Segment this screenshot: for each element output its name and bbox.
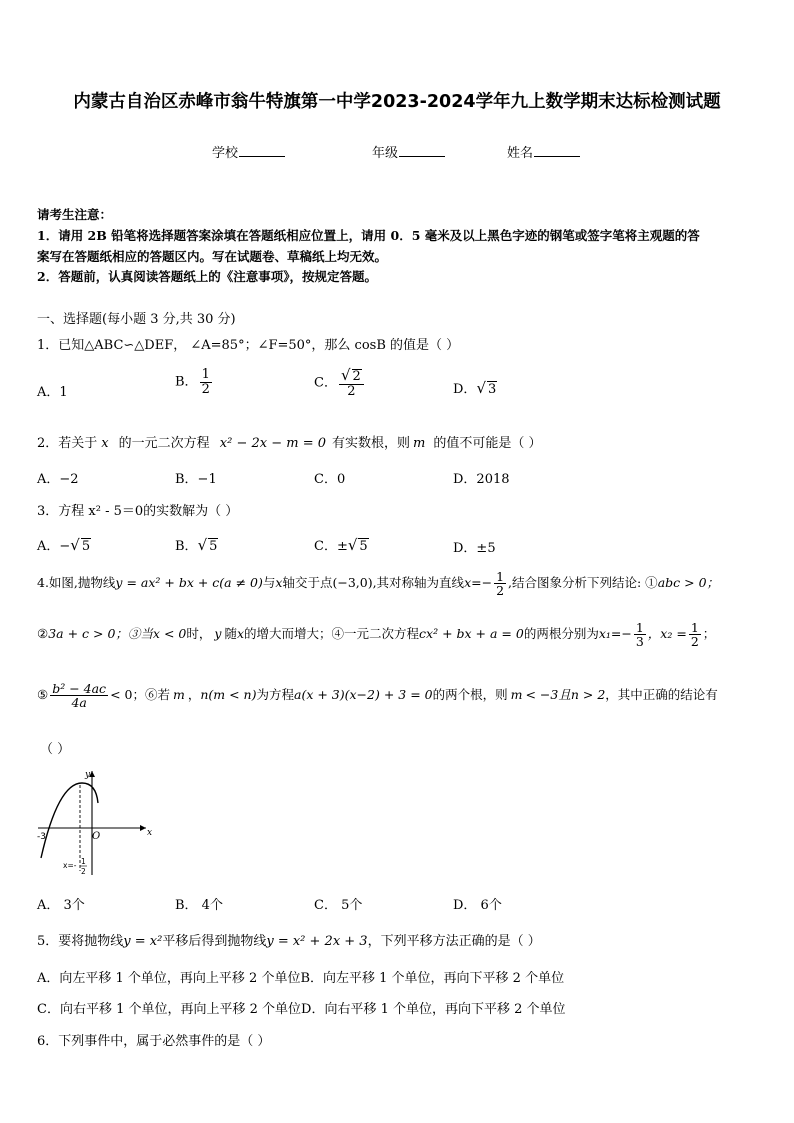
x-axis-arrow-icon bbox=[140, 825, 146, 831]
q1-option-c[interactable] bbox=[314, 368, 366, 398]
grade-blank[interactable] bbox=[399, 144, 445, 157]
q1-option-d[interactable] bbox=[453, 378, 497, 397]
q4-option-b[interactable]: B． 4个 bbox=[175, 898, 223, 913]
notice-line-2: 2．答题前，认真阅读答题纸上的《注意事项》，按规定答题。 bbox=[37, 269, 377, 284]
q4-line1-b: 与 bbox=[262, 575, 276, 591]
grade-label: 年级 bbox=[372, 146, 399, 161]
q4-line3-a: ⑤ bbox=[37, 687, 49, 703]
q4-line3-c: ， bbox=[187, 687, 201, 703]
q4-line1-a: 4.如图,抛物线 bbox=[37, 575, 116, 591]
q4-line3-den: 4a bbox=[71, 695, 87, 711]
symmetry-frac-den: 2 bbox=[81, 867, 86, 876]
q4-line2-d: 时， bbox=[186, 626, 212, 642]
q4-line-3: ⑤ $\frac{\text{b² − 4ac}}{4a}$ < 0；⑥若 m ，n(m < n)为方程a(x + 3)(x−2) + 3 = 0的两个根，则 m < −3且n > 2，其中正确的结论有 bbox=[37, 681, 718, 711]
q4-line3-num: b² − 4ac bbox=[52, 681, 107, 696]
q4-option-c[interactable]: C． 5个 bbox=[314, 898, 363, 913]
q4-answer-paren: （ ） bbox=[40, 742, 71, 757]
q4-line3-e: 为方程 bbox=[256, 687, 294, 703]
root-label: -3 bbox=[37, 832, 46, 842]
school-field[interactable] bbox=[212, 142, 285, 161]
q4-line1-frac-num: 1 bbox=[496, 569, 505, 584]
q3-option-d[interactable]: D．±5 bbox=[453, 541, 496, 556]
q4-line2-x2: ，x₂ = bbox=[647, 626, 687, 642]
q3-option-b[interactable] bbox=[175, 535, 218, 554]
q2-option-c[interactable]: C．0 bbox=[314, 472, 346, 487]
q4-line2-end: ； bbox=[702, 626, 716, 642]
q4-line3-f: 的两个根，则 bbox=[432, 687, 508, 703]
q5-options-ab[interactable]: A．向左平移 1 个单位，再向上平移 2 个单位B．向左平移 1 个单位，再向下平移 2 个单位 bbox=[37, 971, 565, 986]
q1-option-b[interactable] bbox=[175, 368, 214, 396]
q4-line3-b: < 0；⑥若 bbox=[110, 687, 170, 703]
q3-a-radicand: 5 bbox=[81, 539, 91, 554]
q4-line2-f2-den: 2 bbox=[690, 634, 699, 650]
parabola-graph bbox=[34, 763, 156, 878]
name-label: 姓名 bbox=[507, 146, 534, 161]
q4-option-a[interactable]: A． 3个 bbox=[37, 898, 85, 913]
q1-b-num: 1 bbox=[201, 367, 210, 382]
q1-c-fraction: $\frac{√ 2}{2}$ bbox=[339, 368, 364, 398]
q2-option-b[interactable]: B．−1 bbox=[175, 472, 217, 487]
q3-option-b-label: B． bbox=[175, 539, 198, 554]
q4-line-2: ②3a + c > 0；③当x < 0时， y 随x的增大而增大；④一元二次方程cx² + bx + a = 0的两根分别为x₁=− $\frac{1}{3}$ ，x₂ = $\frac{1}{2}$ ； bbox=[37, 620, 716, 650]
q4-line-1: 4.如图,抛物线y = ax² + bx + c(a ≠ 0)与x轴交于点(−3,0),其对称轴为直线x=− $\frac{1}{2}$ ,结合图象分析下列结论: ①abc > 0； bbox=[37, 569, 720, 599]
q3-option-c-label: C．± bbox=[314, 539, 348, 554]
school-label: 学校 bbox=[212, 146, 239, 161]
x-axis-label: x bbox=[147, 828, 153, 838]
q2-option-a[interactable]: A．−2 bbox=[37, 472, 79, 487]
page-title: 内蒙古自治区赤峰市翁牛特旗第一中学2023-2024学年九上数学期末达标检测试题 bbox=[73, 92, 721, 112]
q2-equation: x² − 2x − m = 0 bbox=[219, 436, 326, 451]
q5-eq1: y = x² bbox=[123, 934, 163, 949]
q2-stem-c: 有实数根，则 bbox=[332, 436, 411, 451]
q4-line1-f: abc > 0； bbox=[657, 575, 720, 591]
q3-option-a[interactable] bbox=[37, 535, 91, 554]
q4-line1-point: (−3,0) bbox=[332, 575, 373, 591]
q1-option-a[interactable]: A．1 bbox=[37, 385, 68, 400]
sqrt-icon: √ bbox=[347, 536, 358, 554]
q4-line2-f1-den: 3 bbox=[635, 634, 644, 650]
q5-stem bbox=[37, 930, 541, 949]
parabola-curve bbox=[41, 783, 101, 858]
sqrt-icon: √ bbox=[197, 536, 208, 554]
q3-option-a-label: A．− bbox=[37, 539, 71, 554]
q3-stem: 3．方程 x² - 5＝0的实数解为（ ） bbox=[37, 504, 239, 519]
q2-stem-d: 的值不可能是（ ） bbox=[433, 436, 542, 451]
q4-line3-h: n > 2 bbox=[570, 687, 606, 703]
q6-stem: 6．下列事件中，属于必然事件的是（ ） bbox=[37, 1034, 271, 1049]
q4-line2-f: 的增大而增大；④一元二次方程 bbox=[244, 626, 420, 642]
notice-line-1a: 1．请用 2B 铅笔将选择题答案涂填在答题纸相应位置上，请用 0．5 毫米及以上黑色字迹的钢笔或签字笔将主观题的答 bbox=[37, 228, 700, 243]
q3-c-radicand: 5 bbox=[359, 539, 368, 554]
q4-line3-eq: a(x + 3)(x−2) + 3 = 0 bbox=[294, 687, 433, 703]
q5-stem-b: 平移后得到抛物线 bbox=[162, 934, 267, 949]
section-heading: 一、选择题(每小题 3 分,共 30 分) bbox=[37, 312, 236, 327]
q1-option-b-label: B． bbox=[175, 374, 198, 390]
symmetry-frac-num: 1 bbox=[81, 857, 86, 866]
q4-line2-c: x < 0 bbox=[152, 626, 187, 642]
q4-line3-g: < −3且 bbox=[525, 687, 571, 703]
q4-line1-frac-den: 2 bbox=[496, 583, 505, 599]
q2-stem: 2．若关于 x 的一元二次方程 x² − 2x − m = 0 有实数根，则 m 的值不可能是（ ） bbox=[37, 436, 542, 451]
q4-line3-d: n(m < n) bbox=[200, 687, 257, 703]
q1-b-den: 2 bbox=[201, 381, 210, 397]
q3-option-c[interactable] bbox=[314, 535, 369, 554]
q4-line3-i: ，其中正确的结论有 bbox=[605, 687, 718, 703]
notice-line-1b: 案写在答题纸相应的答题区内。写在试题卷、草稿纸上均无效。 bbox=[37, 249, 388, 264]
q4-line2-g: cx² + bx + a = 0 bbox=[419, 626, 524, 642]
q1-c-den: 2 bbox=[347, 383, 356, 399]
notice-heading: 请考生注意： bbox=[37, 207, 113, 222]
name-blank[interactable] bbox=[534, 144, 580, 157]
q1-c-radicand: 2 bbox=[352, 369, 361, 384]
q1-b-fraction bbox=[200, 368, 212, 396]
q4-line2-b: 3a + c > 0；③当 bbox=[48, 626, 153, 642]
origin-label: O bbox=[92, 831, 101, 842]
q4-line2-f2-num: 1 bbox=[690, 620, 699, 635]
q4-line2-h: 的两根分别为 bbox=[523, 626, 599, 642]
q1-option-c-label: C． bbox=[314, 375, 337, 391]
q1-d-radicand: 3 bbox=[488, 382, 497, 397]
name-field[interactable] bbox=[507, 142, 580, 161]
q4-line2-a: ② bbox=[37, 626, 49, 642]
q5-options-cd[interactable]: C．向右平移 1 个单位，再向上平移 2 个单位D．向右平移 1 个单位，再向下平移 2 个单位 bbox=[37, 1002, 566, 1017]
q2-stem-b: 的一元二次方程 bbox=[118, 436, 210, 451]
q3-b-radicand: 5 bbox=[209, 539, 218, 554]
school-blank[interactable] bbox=[239, 144, 285, 157]
q2-option-d[interactable]: D．2018 bbox=[453, 472, 510, 487]
q4-line1-d: ,其对称轴为直线 bbox=[372, 575, 465, 591]
q5-stem-c: ，下列平移方法正确的是（ ） bbox=[367, 934, 541, 949]
q1-option-d-label: D． bbox=[453, 382, 477, 397]
grade-field[interactable] bbox=[372, 142, 445, 161]
q4-line2-f1-num: 1 bbox=[635, 620, 644, 635]
q4-line1-eq: y = ax² + bx + c(a ≠ 0) bbox=[115, 575, 263, 591]
sqrt-icon: √ bbox=[476, 379, 486, 397]
q5-stem-a: 5．要将抛物线 bbox=[37, 934, 124, 949]
q1-stem: 1．已知△ABC∽△DEF， ∠A=85°；∠F=50°，那么 cosB 的值是（ ） bbox=[37, 338, 460, 353]
q4-line2-x1: x₁=− bbox=[598, 626, 632, 642]
q4-line1-e: ,结合图象分析下列结论: ① bbox=[508, 575, 658, 591]
q4-line2-e: 随 bbox=[224, 626, 237, 642]
q2-stem-a: 2．若关于 bbox=[37, 436, 98, 451]
y-axis-label: y bbox=[85, 770, 91, 780]
q5-eq2: y = x² + 2x + 3 bbox=[266, 934, 368, 949]
q4-line1-x: x=− bbox=[464, 575, 493, 591]
q4-line1-c: 轴交于点 bbox=[282, 575, 333, 591]
symmetry-label: x=- bbox=[63, 861, 77, 870]
q4-option-d[interactable]: D． 6个 bbox=[453, 898, 502, 913]
sqrt-icon: √ bbox=[70, 536, 80, 554]
